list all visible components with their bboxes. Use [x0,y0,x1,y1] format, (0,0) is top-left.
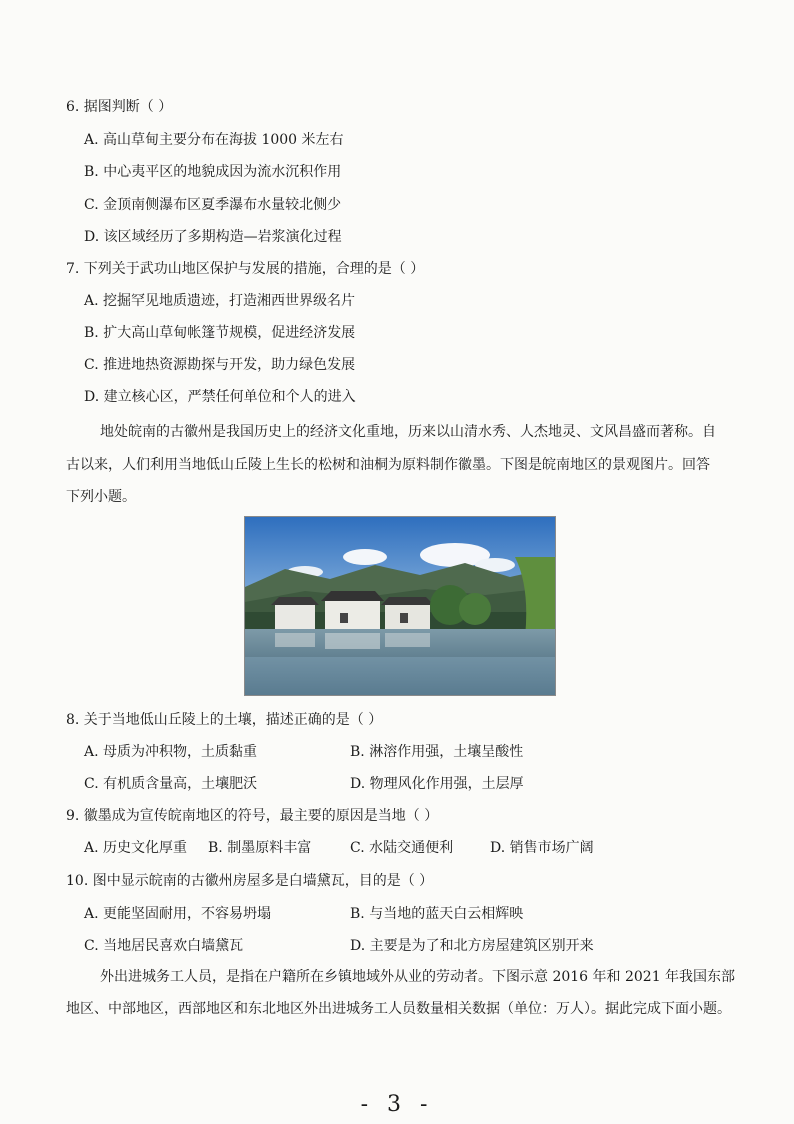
q7-option-b: B. 扩大高山草甸帐篷节规模，促进经济发展 [84,325,356,341]
q10-stem: 10. 图中显示皖南的古徽州房屋多是白墙黛瓦，目的是（ ） [66,873,434,889]
q6-option-b: B. 中心夷平区的地貌成因为流水沉积作用 [84,164,342,180]
passage2-line-2: 地区、中部地区，西部地区和东北地区外出进城务工人员数量相关数据（单位：万人）。据此完成下面小题。 [66,1001,731,1017]
q6-stem: 6. 据图判断（ ） [66,99,173,115]
landscape-photo [244,516,556,696]
q7-option-c: C. 推进地热资源勘探与开发，助力绿色发展 [84,357,356,373]
passage1-line-1: 地处皖南的古徽州是我国历史上的经济文化重地，历来以山清水秀、人杰地灵、文风昌盛而著称。自 [100,424,716,440]
q6-option-d: D. 该区域经历了多期构造—岩浆演化过程 [84,229,342,245]
q9-option-d: D. 销售市场广阔 [490,840,594,856]
passage1-line-3: 下列小题。 [66,489,136,505]
q10-option-a: A. 更能坚固耐用，不容易坍塌 [84,906,272,922]
landscape-photo-icon [245,517,555,695]
q9-option-b: B. 制墨原料丰富 [208,840,312,856]
q8-option-b: B. 淋溶作用强，土壤呈酸性 [350,744,524,760]
q7-option-d: D. 建立核心区，严禁任何单位和个人的进入 [84,389,356,405]
q6-option-a: A. 高山草甸主要分布在海拔 1000 米左右 [84,132,344,148]
q9-option-a: A. 历史文化厚重 [84,840,188,856]
q10-option-c: C. 当地居民喜欢白墙黛瓦 [84,938,244,954]
q7-option-a: A. 挖掘罕见地质遗迹，打造湘西世界级名片 [84,293,356,309]
q8-stem: 8. 关于当地低山丘陵上的土壤，描述正确的是（ ） [66,712,383,728]
q6-option-c: C. 金顶南侧瀑布区夏季瀑布水量较北侧少 [84,197,342,213]
q10-option-b: B. 与当地的蓝天白云相辉映 [350,906,524,922]
q9-stem: 9. 徽墨成为宣传皖南地区的符号，最主要的原因是当地（ ） [66,808,439,824]
passage1-line-2: 古以来，人们利用当地低山丘陵上生长的松树和油桐为原料制作徽墨。下图是皖南地区的景观图片。回答 [66,457,710,473]
q8-option-a: A. 母质为冲积物，土质黏重 [84,744,258,760]
page-number: - 3 - [360,1092,434,1117]
q10-option-d: D. 主要是为了和北方房屋建筑区别开来 [350,938,594,954]
q8-option-c: C. 有机质含量高，土壤肥沃 [84,776,258,792]
passage2-line-1: 外出进城务工人员，是指在户籍所在乡镇地域外从业的劳动者。下图示意 2016 年和 2021 年我国东部 [100,969,736,985]
q8-option-d: D. 物理风化作用强，土层厚 [350,776,524,792]
q9-option-c: C. 水陆交通便利 [350,840,454,856]
q7-stem: 7. 下列关于武功山地区保护与发展的措施，合理的是（ ） [66,261,425,277]
